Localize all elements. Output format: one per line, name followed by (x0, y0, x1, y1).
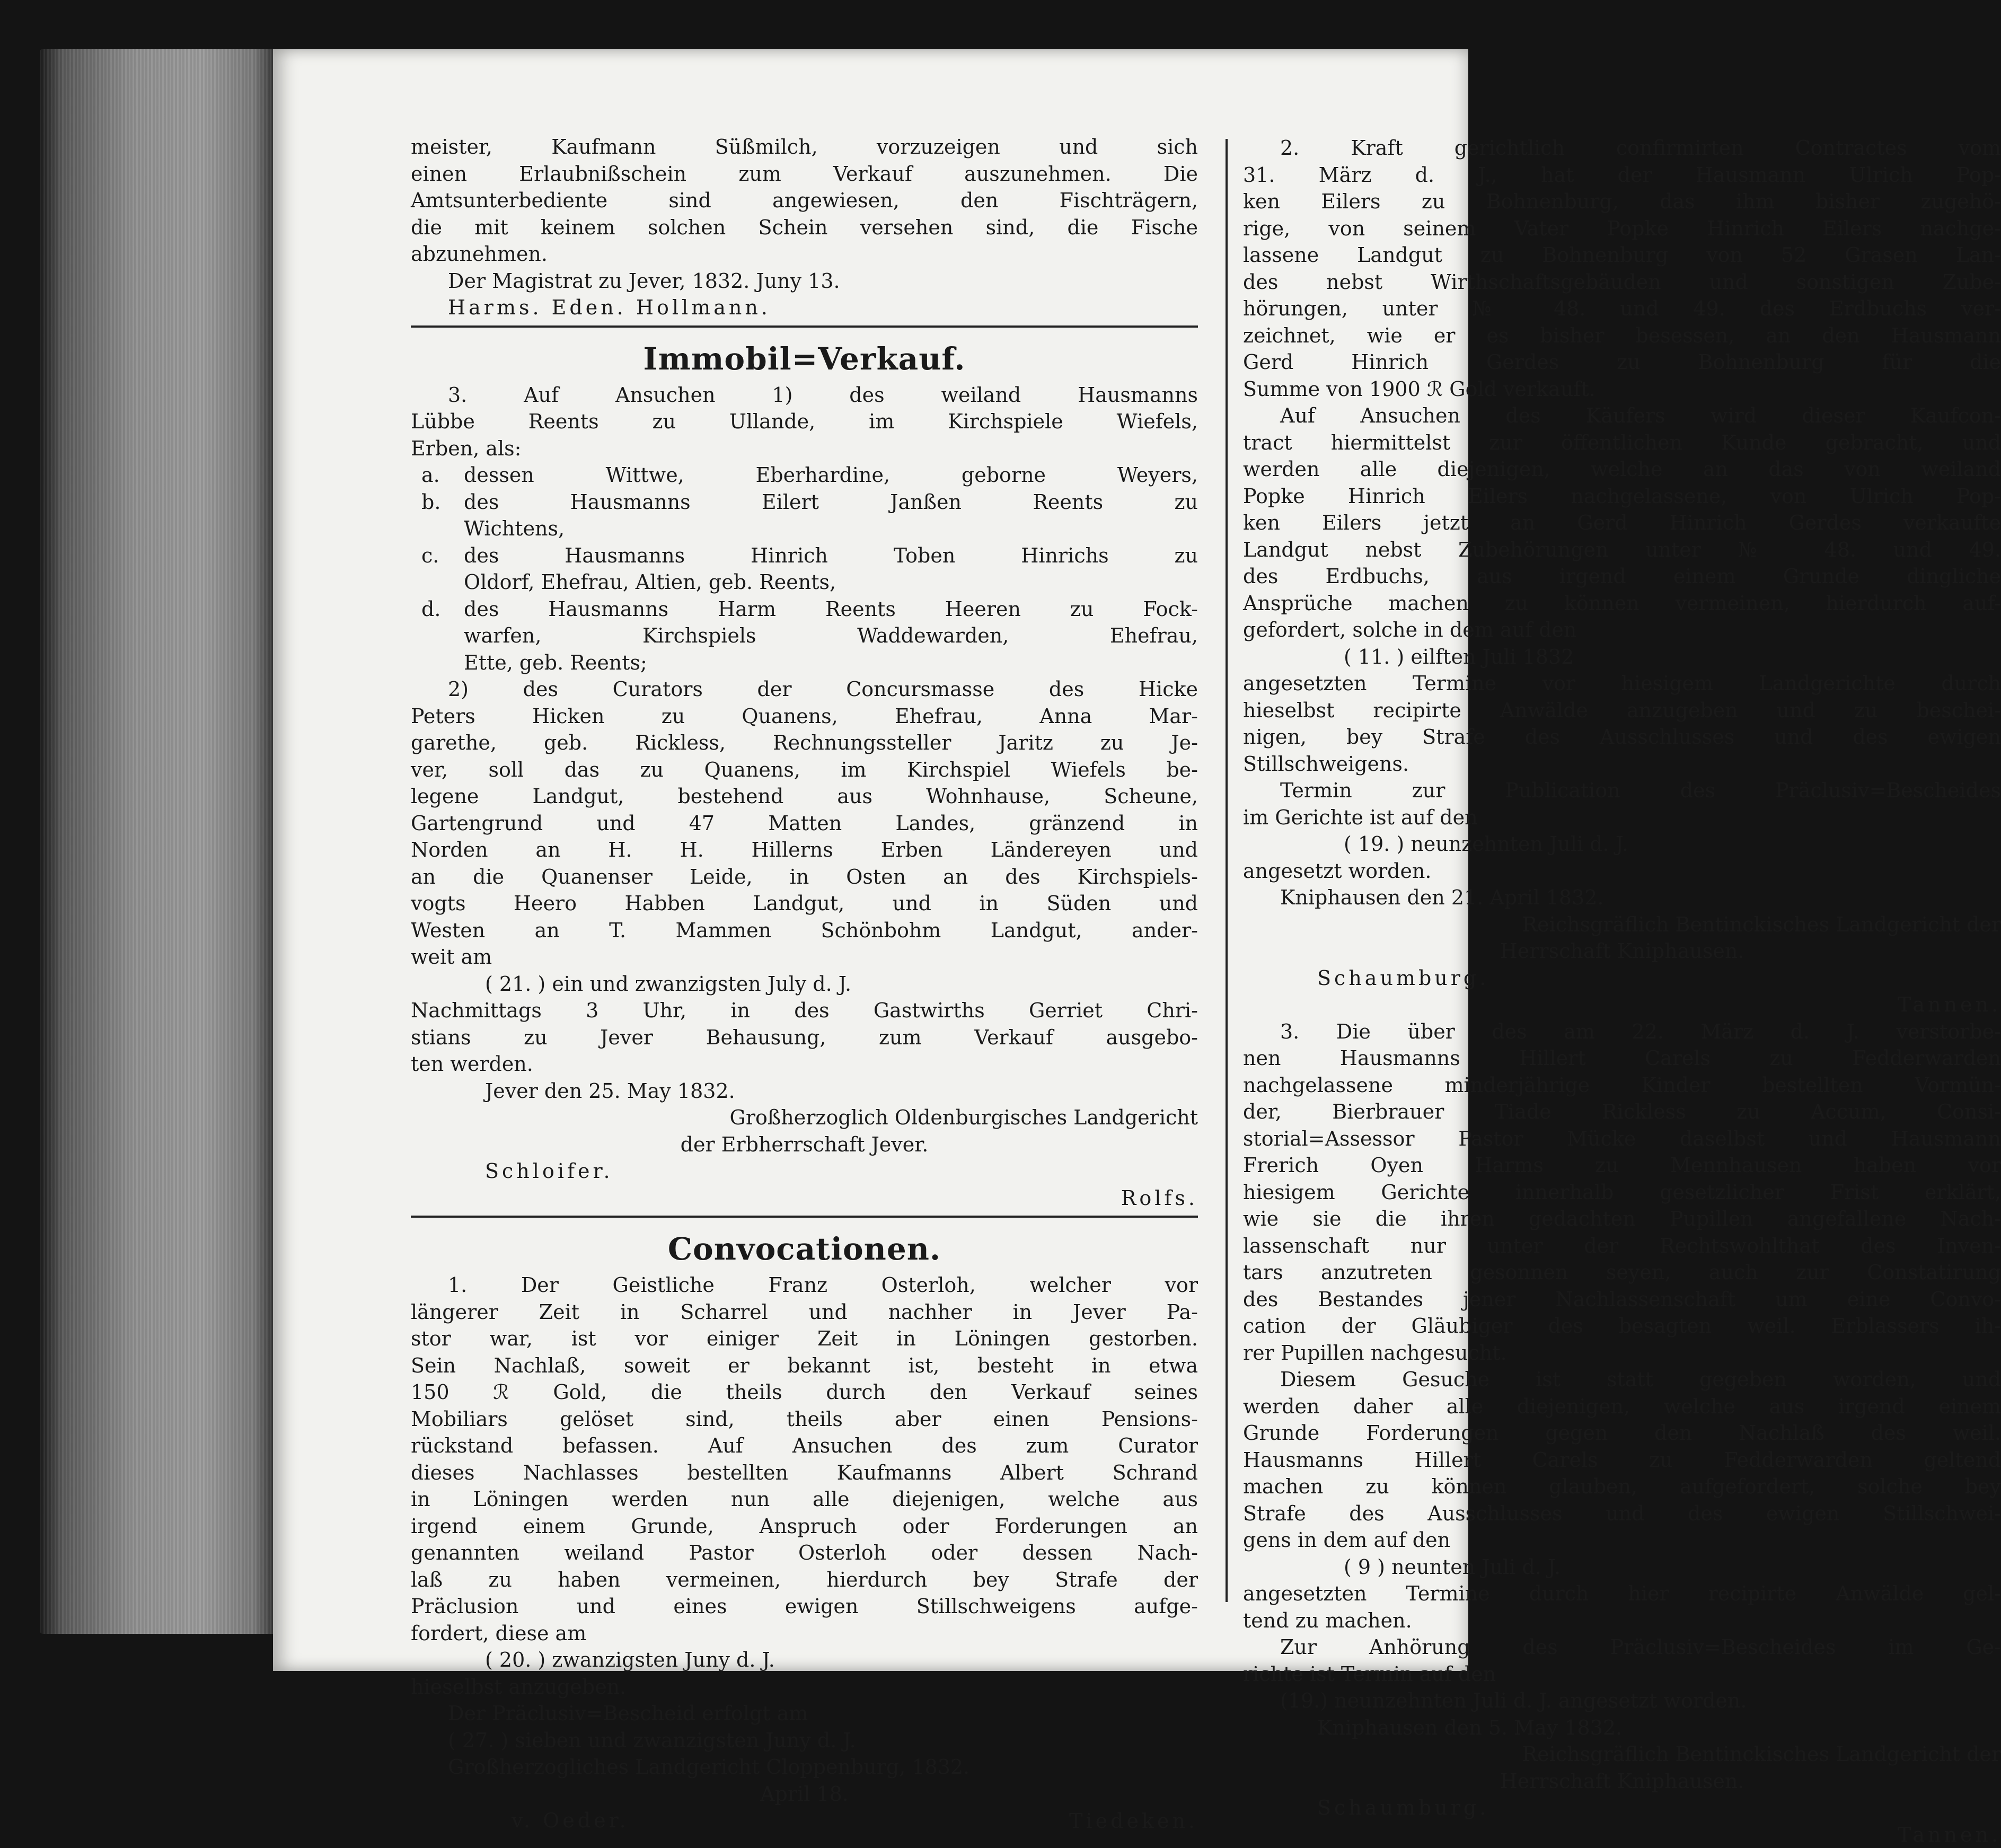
text-line: 3. Auf Ansuchen 1) des weiland Hausmanns (411, 382, 1198, 409)
text-line: Erben, als: (411, 435, 1198, 462)
text-line: die mit keinem solchen Schein versehen sind, die Fische (411, 214, 1198, 241)
text-line: legene Landgut, bestehend aus Wohnhause, Scheune, (411, 783, 1198, 810)
text-line: nachgelassene minderjährige Kinder bestellten Vormün- (1243, 1072, 2001, 1099)
text-line: in Löningen werden nun alle diejenigen, welche aus (411, 1486, 1198, 1513)
text-line: der, Bierbrauer Tiade Rickless zu Accum, Consi- (1243, 1098, 2001, 1125)
text-line: storial=Assessor Pastor Mücke daselbst und Hausmann (1243, 1125, 2001, 1152)
text-line: 150 ℛ Gold, die theils durch den Verkauf seines (411, 1379, 1198, 1406)
heir-item-a (411, 462, 1198, 489)
text-line: Grunde Forderungen gegen den Nachlaß des weil. (1243, 1420, 2001, 1447)
text-line: vogts Heero Habben Landgut, und in Süden und (411, 890, 1198, 917)
sale-place-date: Jever den 25. May 1832. (411, 1078, 1198, 1105)
text-line: Diesem Gesuche ist statt gegeben worden, und (1243, 1366, 2001, 1393)
court-line: Herrschaft Kniphausen. (1243, 1768, 2001, 1795)
section-rule (411, 1216, 1198, 1218)
text-line: Norden an H. H. Hillerns Erben Ländereyen und (411, 837, 1198, 864)
text-line: irgend einem Grunde, Anspruch oder Forderungen an (411, 1513, 1198, 1540)
text-line: zeichnet, wie er es bisher besessen, an den Hausmann (1243, 322, 2001, 349)
text-line: Präclusion und eines ewigen Stillschweigens aufge- (411, 1593, 1198, 1620)
term-date: ( 9 ) neunten Juli d. J. (1243, 1554, 2001, 1581)
text-line: ten werden. (411, 1051, 1198, 1078)
text-line: tars anzutreten gesonnen seyen, auch zur Constatirung (1243, 1259, 2001, 1286)
text-line: längerer Zeit in Scharrel und nachher in Jever Pa- (411, 1299, 1198, 1326)
text-line: Frerich Oyen Harms zu Mennhausen haben vor (1243, 1152, 2001, 1179)
text-line: rer Pupillen nachgesucht. (1243, 1340, 2001, 1367)
text-line: rückstand befassen. Auf Ansuchen des zum Curator (411, 1432, 1198, 1459)
heir-line: des Hausmanns Harm Reents Heeren zu Fock- (464, 596, 1198, 623)
text-line: 31. März d. J., hat der Hausmann Ulrich Pop- (1243, 162, 2001, 189)
newspaper-page (273, 49, 1468, 1671)
text-line: Mobiliars gelöset sind, theils aber einen Pensions- (411, 1406, 1198, 1433)
text-line: Peters Hicken zu Quanens, Ehefrau, Anna Mar- (411, 703, 1198, 730)
text-line: des nebst Wirthschaftsgebäuden und sonstigen Zube- (1243, 269, 2001, 296)
heir-label: a. (411, 462, 464, 489)
text-line: hörungen, unter № 48. und 49. des Erdbuchs ver- (1243, 295, 2001, 322)
signature: Rolfs. (411, 1185, 1198, 1212)
text-line: im Gerichte ist auf den (1243, 804, 2001, 831)
heir-line: dessen Wittwe, Eberhardine, geborne Weyers, (464, 462, 1198, 489)
text-line: tend zu machen. (1243, 1607, 2001, 1634)
column-divider (1226, 139, 1228, 1602)
signature: v. Oeder. (411, 1807, 1198, 1834)
text-line: ver, soll das zu Quanens, im Kirchspiel Wiefels be- (411, 756, 1198, 784)
text-line: nen Hausmanns Hillert Carels zu Fedderwarden (1243, 1045, 2001, 1072)
heir-line: Wichtens, (464, 515, 1198, 542)
text-line: des Erdbuchs, aus irgend einem Grunde dingliche (1243, 563, 2001, 590)
hear-date: (19.) neunzehnten Juli d. J. angesetzt worden. (1243, 1687, 2001, 1714)
text-line: Summe von 1900 ℛ Gold verkauft. (1243, 376, 2001, 403)
heir-item-b (411, 489, 1198, 542)
heir-line: Oldorf, Ehefrau, Altien, geb. Reents, (464, 569, 1198, 596)
text-line: Nachmittags 3 Uhr, in des Gastwirths Gerriet Chri- (411, 997, 1198, 1024)
text-line: hiesigem Gerichte innerhalb gesetzlicher Frist erklärt, (1243, 1179, 2001, 1206)
text-line: wie sie die ihren gedachten Pupillen angefallene Nach- (1243, 1205, 2001, 1233)
text-line: richte ist Termin auf den (1243, 1661, 2001, 1688)
text-line: tract hiermittelst zur öffentlichen Kunde gebracht, und (1243, 429, 2001, 456)
text-line: meister, Kaufmann Süßmilch, vorzuzeigen und sich (411, 134, 1198, 161)
text-line: Zur Anhörung des Präclusiv=Bescheides im Ge- (1243, 1634, 2001, 1661)
left-column (411, 134, 1198, 1834)
text-line: dieses Nachlasses bestellten Kaufmanns Albert Schrand (411, 1459, 1198, 1486)
signature: Schloifer. (411, 1158, 1198, 1185)
text-line: Hausmanns Hillert Carels zu Fedderwarden geltend (1243, 1447, 2001, 1474)
text-line: garethe, geb. Rickless, Rechnungssteller Jaritz zu Je- (411, 729, 1198, 756)
text-line: Der Präclusiv=Bescheid erfolgt am (411, 1700, 1198, 1727)
text-line: 1. Der Geistliche Franz Osterloh, welcher vor (411, 1272, 1198, 1299)
text-line: Gerd Hinrich Gerdes zu Bohnenburg für die (1243, 349, 2001, 376)
text-line: hieselbst recipirte Anwälde anzugeben und zu beschei- (1243, 697, 2001, 724)
text-line: angesetzten Termine durch hier recipirte Anwälde gel- (1243, 1580, 2001, 1607)
notice-signers: Harms. Eden. Hollmann. (411, 294, 1198, 321)
text-line: ken Eilers jetzt an Gerd Hinrich Gerdes verkaufte (1243, 509, 2001, 536)
text-line: 2) des Curators der Concursmasse des Hicke (411, 676, 1198, 703)
text-line: Sein Nachlaß, soweit er bekannt ist, besteht in etwa (411, 1352, 1198, 1379)
signature: Schaumburg. (1243, 965, 2001, 992)
text-line: lassenschaft nur unter der Rechtswohlthat des Inven- (1243, 1233, 2001, 1260)
heir-label: d. (411, 596, 464, 676)
heir-item-d (411, 596, 1198, 676)
section-rule (411, 325, 1198, 328)
text-line: Westen an T. Mammen Schönbohm Landgut, ander- (411, 917, 1198, 944)
place-date: Kniphausen den 5. May 1832. (1243, 1714, 2001, 1741)
text-line: werden daher alle diejenigen, welche aus irgend einem (1243, 1393, 2001, 1420)
text-line: genannten weiland Pastor Osterloh oder dessen Nach- (411, 1539, 1198, 1567)
pub-date: ( 19. ) neunzehnten Juli d. J. (1243, 831, 2001, 858)
text-line: stians zu Jever Behausung, zum Verkauf ausgebo- (411, 1024, 1198, 1051)
text-line: Gartengrund und 47 Matten Landes, gränzend in (411, 810, 1198, 837)
book-page-edges (40, 49, 273, 1634)
signature: Tannen. (1243, 991, 2001, 1018)
text-line: angesetzten Termine vor hiesigem Landgerichte durch (1243, 670, 2001, 697)
text-line: Auf Ansuchen des Käufers wird dieser Kaufcon- (1243, 402, 2001, 429)
heir-label: b. (411, 489, 464, 542)
text-line: Landgut nebst Zubehörungen unter № 48. und 49. (1243, 536, 2001, 564)
notice-top (411, 134, 1198, 321)
heading-convocationen: Convocationen. (411, 1226, 1198, 1272)
conv-praeclusiv-date: ( 27. ) sieben und zwanzigsten Juny d. J. (411, 1727, 1198, 1754)
text-line: werden alle diejenigen, welche an das von weiland (1243, 456, 2001, 483)
text-line: hieselbst anzugeben. (411, 1674, 1198, 1701)
text-line: laß zu haben vermeinen, hierdurch bey Strafe der (411, 1567, 1198, 1594)
text-line: fordert, diese am (411, 1620, 1198, 1647)
heir-line: des Hausmanns Eilert Janßen Reents zu (464, 489, 1198, 516)
text-line: Stillschweigens. (1243, 751, 2001, 778)
text-line: machen zu können glauben, aufgefordert, solche bey (1243, 1473, 2001, 1500)
text-line: stor war, ist vor einiger Zeit in Löningen gestorben. (411, 1325, 1198, 1352)
text-line: angesetzt worden. (1243, 858, 2001, 885)
court-line: Großherzogliches Landgericht Cloppenburg, 1832. (411, 1754, 1198, 1781)
text-line: lassene Landgut zu Bohnenburg von 52 Grasen Lan- (1243, 242, 2001, 269)
heir-line: Ette, geb. Reents; (464, 649, 1198, 676)
heir-label: c. (411, 542, 464, 596)
text-line: 3. Die über des am 22. März d. J. verstorbe- (1243, 1018, 2001, 1045)
text-line: des Bestandes jener Nachlassenschaft um eine Convo- (1243, 1286, 2001, 1313)
heir-item-c (411, 542, 1198, 596)
heir-line: des Hausmanns Hinrich Toben Hinrichs zu (464, 542, 1198, 569)
text-line: Lübbe Reents zu Ullande, im Kirchspiele Wiefels, (411, 408, 1198, 435)
text-line: nigen, bey Strafe des Ausschlusses und des ewigen (1243, 724, 2001, 751)
text-line: einen Erlaubnißschein zum Verkauf auszunehmen. Die (411, 161, 1198, 188)
court-date: April 18. (411, 1781, 1198, 1808)
text-line: 2. Kraft gerichtlich confirmirten Contractes vom (1243, 135, 2001, 162)
text-line: abzunehmen. (411, 241, 1198, 268)
signature: Tiedeken. (411, 1808, 1198, 1835)
text-line: gens in dem auf den (1243, 1527, 2001, 1554)
text-line: Termin zur Publication des Präclusiv=Bescheides (1243, 777, 2001, 804)
heading-immobil-verkauf: Immobil=Verkauf. (411, 336, 1198, 382)
signature: Tannen. (1243, 1821, 2001, 1848)
text-line: Popke Hinrich Eilers nachgelassene, von Ulrich Pop- (1243, 483, 2001, 510)
court-line: Großherzoglich Oldenburgisches Landgericht (411, 1104, 1198, 1131)
notice-date: Der Magistrat zu Jever, 1832. Juny 13. (411, 268, 1198, 295)
court-line: der Erbherrschaft Jever. (411, 1131, 1198, 1158)
court-line: Reichsgräflich Bentinckisches Landgericht der (1243, 1741, 2001, 1768)
text-line: cation der Gläubiger des besagten weil. Erblassers ih- (1243, 1313, 2001, 1340)
right-column (1243, 135, 2001, 1848)
signature: Schaumburg. (1243, 1794, 2001, 1821)
sale-date: ( 21. ) ein und zwanzigsten July d. J. (411, 971, 1198, 998)
term-date: ( 11. ) eilften Juli 1832 (1243, 644, 2001, 671)
place-date: Kniphausen den 21. April 1832. (1243, 884, 2001, 911)
text-line: ken Eilers zu Bohnenburg, das ihm bisher zugehö- (1243, 188, 2001, 215)
text-line: Amtsunterbediente sind angewiesen, den Fischträgern, (411, 187, 1198, 214)
text-line: Strafe des Ausschlusses und des ewigen Stillschwei- (1243, 1500, 2001, 1527)
text-line: an die Quanenser Leide, in Osten an des Kirchspiels- (411, 864, 1198, 891)
text-line: weit am (411, 944, 1198, 971)
heir-line: warfen, Kirchspiels Waddewarden, Ehefrau, (464, 622, 1198, 649)
court-line: Reichsgräflich Bentinckisches Landgericht der (1243, 911, 2001, 938)
court-line: Herrschaft Kniphausen. (1243, 938, 2001, 965)
text-line: rige, von seinem Vater Popke Hinrich Eilers nachge- (1243, 215, 2001, 242)
text-line: gefordert, solche in dem auf den (1243, 617, 2001, 644)
conv-date: ( 20. ) zwanzigsten Juny d. J. (411, 1647, 1198, 1674)
text-line: Ansprüche machen zu können vermeinen, hierdurch auf- (1243, 590, 2001, 617)
